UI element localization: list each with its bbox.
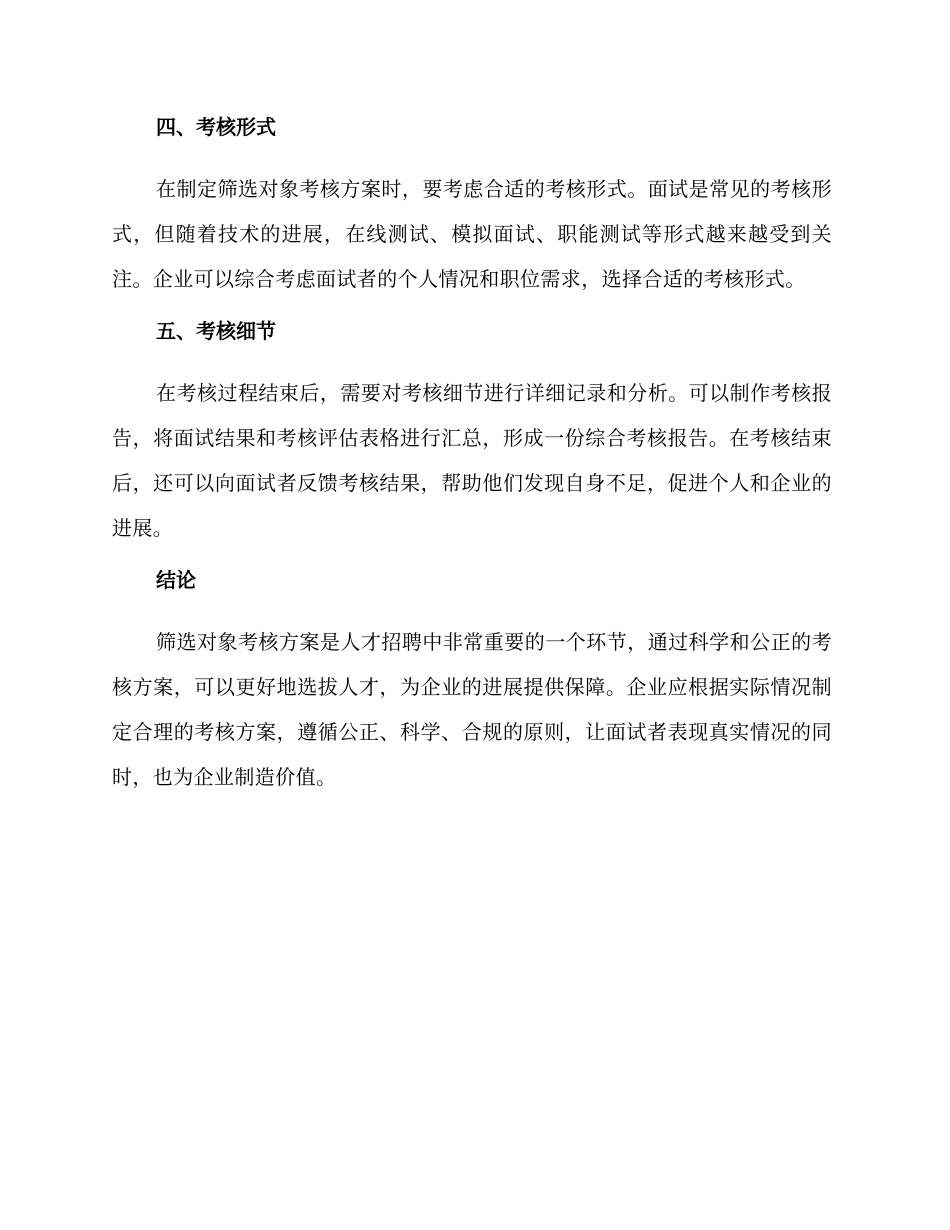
document-page [112, 110, 832, 800]
section-paragraph-assessment-format: 在制定筛选对象考核方案时，要考虑合适的考核形式。面试是常见的考核形式，但随着技术的进展，在线测试、模拟面试、职能测试等形式越来越受到关注。企业可以综合考虑面试者的个人情况和职位需求，选择合适的考核形式。 [112, 177, 832, 291]
section-heading-assessment-format: 四、考核形式 [156, 115, 276, 139]
section-heading-assessment-details: 五、考核细节 [156, 319, 276, 343]
section-paragraph-assessment-details: 在考核过程结束后，需要对考核细节进行详细记录和分析。可以制作考核报告，将面试结果和考核评估表格进行汇总，形成一份综合考核报告。在考核结束后，还可以向面试者反馈考核结果，帮助他们发现自身不足，促进个人和企业的进展。 [112, 381, 832, 540]
section-heading-conclusion: 结论 [156, 568, 196, 592]
section-paragraph-conclusion: 筛选对象考核方案是人才招聘中非常重要的一个环节，通过科学和公正的考核方案，可以更好地选拔人才，为企业的进展提供保障。企业应根据实际情况制定合理的考核方案，遵循公正、科学、合规的原则，让面试者表现真实情况的同时，也为企业制造价值。 [112, 630, 832, 789]
